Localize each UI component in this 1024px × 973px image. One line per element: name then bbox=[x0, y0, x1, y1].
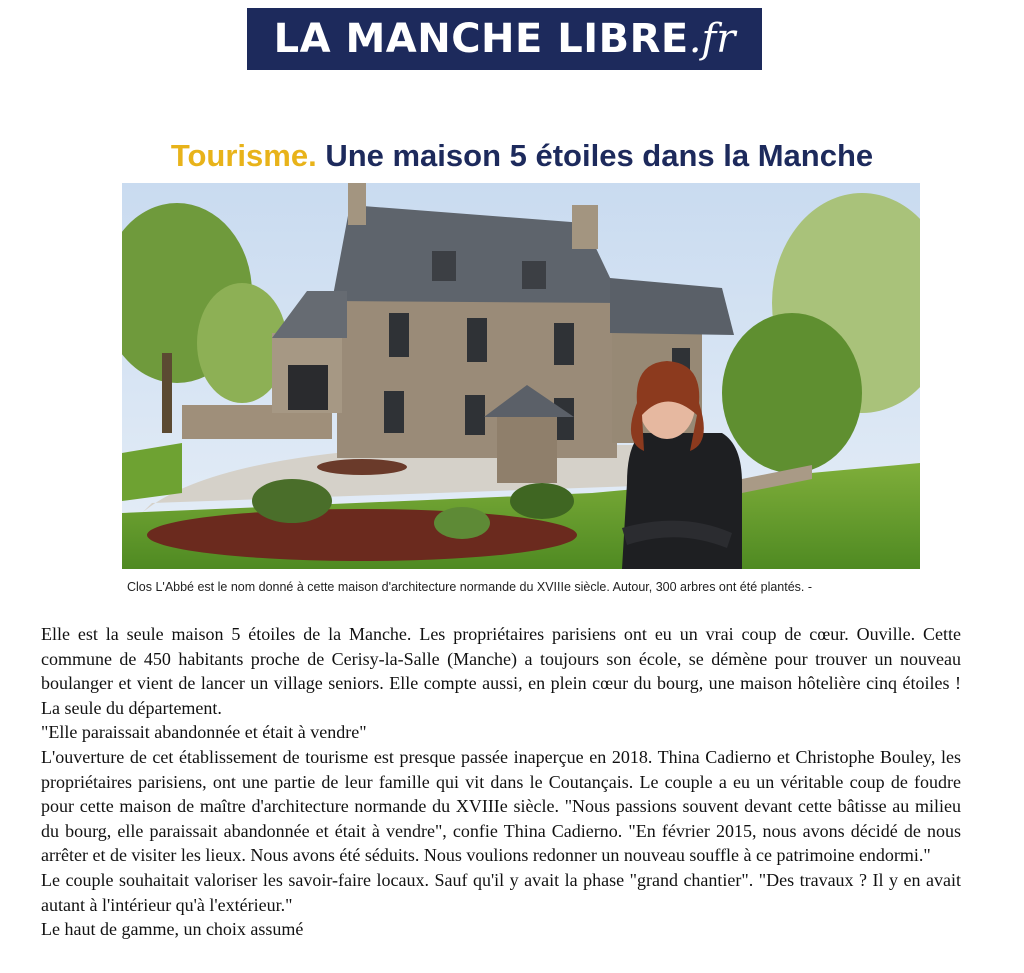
article-paragraph: Elle est la seule maison 5 étoiles de la Manche. Les propriétaires parisiens ont eu un vrai coup de cœur. Ouville. Cette commune de 450 habitants proche de Cerisy-la-Salle (Manche) a toujours son école, se démène pour trouver un nouveau boulanger et vient de lancer un village seniors. Elle compte aussi, en plein cœur du bourg, une maison hôtelière cinq étoiles ! La seule du département. bbox=[41, 624, 961, 718]
article-body bbox=[41, 622, 961, 942]
article-paragraph: L'ouverture de cet établissement de tourisme est presque passée inaperçue en 2018. Thina Cadierno et Christophe Bouley, les propriétaires parisiens, ont une partie de leur famille qui vit dans le Coutançais. Le couple a eu un véritable coup de foudre pour cette maison de maître d'architecture normande du XVIIIe siècle. "Nous passions souvent devant cette bâtisse au milieu du bourg, elle paraissait abandonnée et était à vendre", confie Thina Cadierno. "En février 2015, nous avons décidé de nous arrêter et de visiter les lieux. Nous avons été séduits. Nous voulions redonner un nouveau souffle à ce patrimoine endormi." bbox=[41, 746, 961, 866]
article-subheading: Le haut de gamme, un choix assumé bbox=[41, 919, 304, 940]
photo-caption: Clos L'Abbé est le nom donné à cette maison d'architecture normande du XVIIIe siècle. Autour, 300 arbres ont été plantés. - bbox=[127, 580, 813, 594]
article-headline bbox=[0, 138, 1024, 174]
article-photo bbox=[122, 183, 920, 569]
article-paragraph: Le couple souhaitait valoriser les savoir-faire locaux. Sauf qu'il y avait la phase "grand chantier". "Des travaux ? Il y en avait autant à l'intérieur qu'à l'extérieur." bbox=[41, 869, 961, 915]
site-logo[interactable] bbox=[247, 8, 762, 70]
headline-title: Une maison 5 étoiles dans la Manche bbox=[325, 138, 874, 173]
house-photo-illustration bbox=[122, 183, 920, 569]
article-subheading: "Elle paraissait abandonnée et était à vendre" bbox=[41, 722, 367, 743]
headline-kicker: Tourisme. bbox=[170, 138, 317, 173]
logo-suffix: .fr bbox=[688, 16, 736, 62]
logo-name: LA MANCHE LIBRE bbox=[273, 16, 689, 62]
